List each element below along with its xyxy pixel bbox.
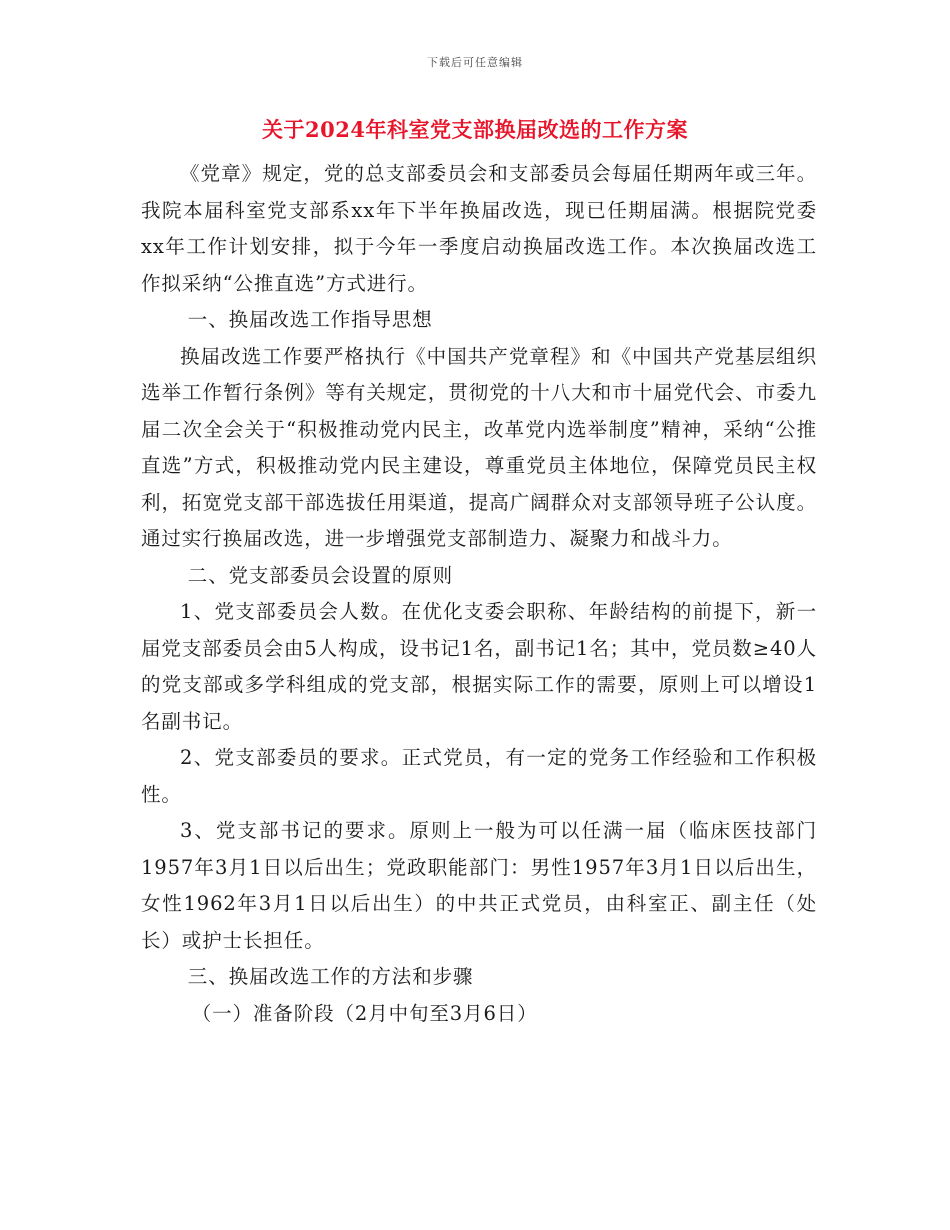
page-header: 下载后可任意编辑 — [427, 56, 523, 69]
document-title: 关于2024年科室党支部换届改选的工作方案 — [262, 117, 688, 142]
paragraph-intro: 《党章》规定，党的总支部委员会和支部委员会每届任期两年或三年。我院本届科室党支部系xx年下半年换届改选，现已任期届满。根据院党委xx年工作计划安排，拟于今年一季度启动换届改选工作。本次换届改选工作拟采纳“公推直选”方式进行。 — [141, 162, 817, 295]
document-body — [141, 156, 817, 1032]
section-heading-1: 一、换届改选工作指导思想 — [187, 308, 433, 331]
paragraph-member-requirements: 2、党支部委员的要求。正式党员，有一定的党务工作经验和工作积极性。 — [141, 746, 817, 806]
paragraph-secretary-requirements: 3、党支部书记的要求。原则上一般为可以任满一届（临床医技部门1957年3月1日以后出生；党政职能部门：男性1957年3月1日以后出生，女性1962年3月1日以后出生）的中共正式党员，由科室正、副主任（处长）或护士长担任。 — [141, 819, 817, 952]
paragraph-guiding-thought: 换届改选工作要严格执行《中国共产党章程》和《中国共产党基层组织选举工作暂行条例》等有关规定，贯彻党的十八大和市十届党代会、市委九届二次全会关于“积极推动党内民主，改革党内选举制度”精神，采纳“公推直选”方式，积极推动党内民主建设，尊重党员主体地位，保障党员民主权利，拓宽党支部干部选拔任用渠道，提高广阔群众对支部领导班子公认度。通过实行换届改选，进一步增强党支部制造力、凝聚力和战斗力。 — [141, 344, 817, 550]
section-heading-2: 二、党支部委员会设置的原则 — [187, 563, 453, 587]
subsection-heading-1: （一）准备阶段（2月中旬至3月6日） — [191, 1001, 538, 1025]
section-heading-3: 三、换届改选工作的方法和步骤 — [187, 965, 474, 988]
paragraph-committee-size: 1、党支部委员会人数。在优化支委会职称、年龄结构的前提下，新一届党支部委员会由5人构成，设书记1名，副书记1名；其中，党员数≥40人的党支部或多学科组成的党支部，根据实际工作的需要，原则上可以增设1名副书记。 — [141, 600, 817, 733]
